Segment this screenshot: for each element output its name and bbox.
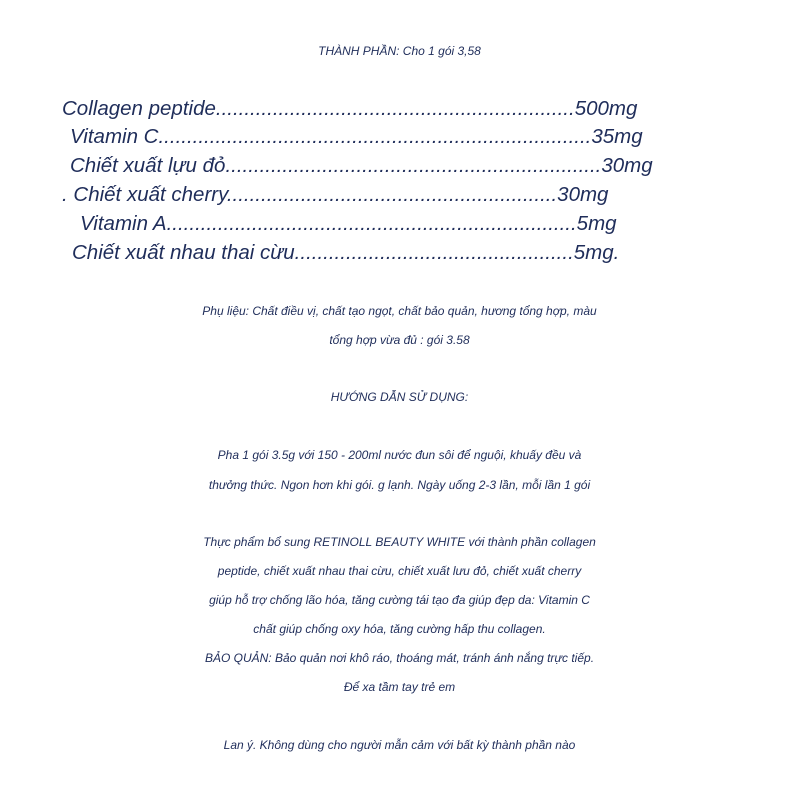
excipients-line-1: Phụ liệu: Chất điều vị, chất tạo ngọt, chất bảo quản, hương tổng hợp, màu	[202, 304, 597, 318]
title: THÀNH PHẦN: Cho 1 gói 3,58	[318, 44, 481, 58]
ingredient-vitamin-c: Vitamin C............................................................................35mg	[70, 125, 643, 148]
storage-line-1: BẢO QUẢN: Bảo quản nơi khô ráo, thoáng mát, tránh ánh nắng trực tiếp.	[204, 651, 595, 665]
warning-note: Lan ý. Không dùng cho người mẫn cảm với bất kỳ thành phần nào	[223, 738, 576, 752]
description-line-1: Thực phẩm bổ sung RETINOLL BEAUTY WHITE với thành phần collagen	[203, 535, 596, 549]
ingredient-collagen: Collagen peptide...............................................................500mg	[62, 97, 638, 120]
description-line-2: peptide, chiết xuất nhau thai cừu, chiết xuất lưu đỏ, chiết xuất cherry	[217, 564, 582, 578]
storage-line-2: Để xa tầm tay trẻ em	[343, 680, 456, 694]
ingredient-cherry: . Chiết xuất cherry..........................................................30mg	[62, 183, 609, 206]
ingredient-vitamin-a: Vitamin A........................................................................5mg	[80, 212, 617, 235]
description-line-4: chất giúp chống oxy hóa, tăng cường hấp thu collagen.	[253, 622, 546, 636]
description-line-3: giúp hỗ trợ chống lão hóa, tăng cường tái tạo đa giúp đẹp da: Vitamin C	[209, 593, 590, 607]
usage-line-2: thưởng thức. Ngon hơn khi gói. g lạnh. Ngày uống 2-3 lần, mỗi lần 1 gói	[208, 478, 591, 492]
ingredient-pomegranate: Chiết xuất lựu đỏ..................................................................30mg	[70, 154, 653, 177]
usage-line-1: Pha 1 gói 3.5g với 150 - 200ml nước đun sôi để nguội, khuấy đều và	[217, 448, 582, 462]
usage-heading: HƯỚNG DẪN SỬ DỤNG:	[330, 390, 469, 404]
ingredient-placenta: Chiết xuất nhau thai cừu.................................................5mg.	[72, 241, 620, 264]
excipients-line-2: tổng hợp vừa đủ : gói 3.58	[329, 333, 470, 347]
